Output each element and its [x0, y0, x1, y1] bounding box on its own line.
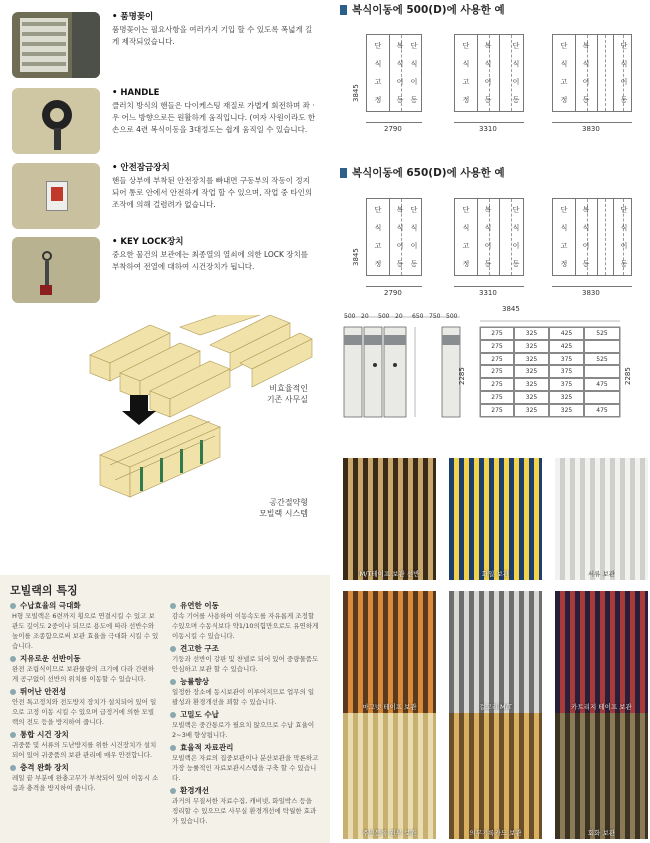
key-lock-photo [12, 237, 100, 303]
rack-label: 식 [462, 224, 470, 232]
rack-label: 복 [582, 206, 590, 214]
rack-label: 동 [396, 96, 404, 104]
photo-caption: 걸고리 M/T [479, 703, 512, 711]
bullet-icon [170, 646, 176, 652]
feature-key-lock [12, 237, 322, 303]
shelf-cell: 375 [549, 365, 584, 378]
rack-label: 복 [484, 206, 492, 214]
shelf-total-dim: 3845 [502, 305, 520, 313]
top-dim: 500 [344, 313, 356, 320]
rack-label: 정 [462, 260, 470, 268]
width-dim-line [552, 286, 632, 287]
rack-label: 식 [410, 224, 418, 232]
bullet-icon [10, 656, 16, 662]
width-dim-line [366, 122, 422, 123]
shelf-cell: 275 [480, 404, 514, 417]
rack-label: 정 [374, 96, 382, 104]
bullet-icon [170, 712, 176, 718]
feature-title: • KEY LOCK장치 [112, 237, 184, 247]
rack-label: 고 [560, 242, 568, 250]
rack-label: 단 [620, 206, 628, 214]
top-dims [344, 313, 464, 323]
rack-label: 동 [410, 96, 418, 104]
top-dim: 20 [395, 313, 403, 320]
rack-label: 식 [620, 224, 628, 232]
width-dim-line [366, 286, 422, 287]
after-label-1: 공간절약형 [269, 498, 308, 507]
feature-nameplate [12, 12, 322, 78]
shelf-cell [584, 391, 620, 404]
rack-elevation [454, 34, 524, 112]
rack-label: 식 [512, 224, 520, 232]
feature-item-desc: 과거의 무질서한 자료수집, 캐비넷, 화일박스 등을 정리할 수 있으므로 사무실 환경개선에 탁월한 효과가 있습니다. [172, 797, 317, 825]
top-dim: 650 [412, 313, 424, 320]
feature-item-title: 효율적 자료관리 [170, 742, 320, 753]
rack-label: 동 [620, 96, 628, 104]
rack-label: 단 [512, 206, 520, 214]
rack-stacks-svg [80, 315, 320, 570]
rack-label: 고 [462, 242, 470, 250]
rack-elevation [454, 198, 524, 276]
diagram-650 [340, 180, 635, 300]
rack-label: 동 [512, 260, 520, 268]
rack-divider [477, 35, 478, 111]
rack-label: 이 [582, 78, 590, 86]
rack-elevation [366, 198, 422, 276]
rack-divider [597, 199, 598, 275]
shelf-cell: 525 [584, 327, 620, 340]
shelf-cell: 325 [514, 327, 549, 340]
shelf-cell: 525 [584, 353, 620, 366]
space-saving-illustration [80, 315, 320, 570]
photo-caption: 카트리지 테이프 보관 [571, 703, 632, 711]
feature-item-title: 뛰어난 안전성 [10, 686, 160, 697]
width-dim: 3830 [582, 289, 600, 297]
rack-label: 고 [462, 78, 470, 86]
shelf-cell: 475 [584, 404, 620, 417]
features-title: 모빌랙의 특징 [10, 584, 78, 597]
rack-label: 단 [374, 206, 382, 214]
heading-marker-icon [340, 168, 347, 178]
shelf-cell: 375 [549, 378, 584, 391]
rack-label: 동 [512, 96, 520, 104]
storage-photo [449, 458, 542, 580]
shelf-cell: 325 [514, 404, 549, 417]
mobile-rack-features [0, 575, 330, 843]
rack-label: 동 [582, 260, 590, 268]
rack-label: 이 [396, 242, 404, 250]
storage-photo [555, 713, 648, 839]
rack-label: 이 [484, 242, 492, 250]
rack-label: 동 [410, 260, 418, 268]
shelf-cell: 325 [549, 391, 584, 404]
rack-divider [389, 199, 390, 275]
rack-divider [575, 199, 576, 275]
rack-label: 단 [620, 42, 628, 50]
feature-item-title: 지유로운 선반이동 [10, 653, 160, 664]
rack-elevation [366, 34, 422, 112]
feature-item-desc: 기둥과 선반이 강판 및 찬넬로 되어 있어 중량물품도 안심하고 보관 할 수 있습니다. [172, 655, 319, 673]
handle-photo [12, 88, 100, 154]
rack-divider [477, 199, 478, 275]
nameplate-photo [12, 12, 100, 78]
feature-desc: 품명꽂이는 필요사항을 여러가지 기입 할 수 있도록 폭넓게 길게 제작되었습니다. [112, 25, 313, 46]
width-dim-line [454, 286, 524, 287]
width-dim-line [552, 122, 632, 123]
bullet-icon [10, 603, 16, 609]
shelf-cell: 325 [549, 404, 584, 417]
photo-caption: 서류 보관 [587, 570, 616, 578]
feature-item-title: 통합 시건 장치 [10, 729, 160, 740]
rack-label: 정 [560, 260, 568, 268]
rack-label: 단 [560, 42, 568, 50]
rack-elevation [552, 34, 632, 112]
rack-label: 복 [582, 42, 590, 50]
rack-elevation [552, 198, 632, 276]
bullet-icon [10, 732, 16, 738]
section-500-heading: 복식이동에 500(D)에 사용한 예 [340, 2, 505, 17]
storage-photo [555, 458, 648, 580]
shelf-cell: 425 [549, 340, 584, 353]
rack-label: 단 [410, 42, 418, 50]
rack-label: 식 [462, 60, 470, 68]
rack-label: 식 [560, 60, 568, 68]
feature-item-desc: 모빌랙은 자료의 집중보관이나 분산보관을 막론하고 가장 능률적인 자료보관시스템을 구축 할 수 있습니다. [172, 754, 319, 782]
rack-label: 동 [484, 260, 492, 268]
rack-label: 복 [484, 42, 492, 50]
rack-label: 고 [374, 242, 382, 250]
rack-label: 단 [512, 42, 520, 50]
rack-label: 단 [560, 206, 568, 214]
rack-label: 식 [374, 224, 382, 232]
section-650-heading: 복식이동에 650(D)에 사용한 예 [340, 165, 505, 180]
safety-lock-photo [12, 163, 100, 229]
bullet-icon [170, 745, 176, 751]
storage-photo [449, 591, 542, 713]
feature-item-desc: H형 모빌랙은 6련까지 횡으로 연결시킬 수 있고 보관도 깊이도 2중이나 되므로 용도에 따라 선반수와 높이를 조종함으로써 보관 효율을 극대화 시킬 수 있습니다. [12, 612, 159, 650]
feature-desc: 클러치 방식의 핸들은 다이케스팅 재질로 가볍게 회전하며 좌 · 우 어느 방향으로든 원활하게 움직입니다. (여자 사원이라도 한손으로 4련 복식이동을 3대정도는 쉽게 움직일 수 있습니다. [112, 101, 316, 134]
feature-title: • HANDLE [112, 88, 160, 98]
diagram-500 [340, 16, 635, 136]
rack-divider [389, 35, 390, 111]
rack-label: 식 [396, 60, 404, 68]
feature-item-desc: 안전 톡고정치와 전도방지 장치가 설치되어 있어 일으로 고정 이동 시킬 수 있으며 급정거에 의한 모빌랙의 전도 등을 방지하여 줍니다. [12, 698, 157, 726]
feature-item-desc: 일정한 장소에 동시보관이 이루어지므로 업무의 일괄성과 환경개선을 꾀할 수 있습니다. [172, 688, 315, 706]
rack-dashed-line [605, 199, 606, 275]
shelf-cell: 275 [480, 365, 514, 378]
rack-label: 정 [560, 96, 568, 104]
rack-label: 이 [410, 78, 418, 86]
technical-drawing [340, 305, 640, 420]
feature-handle [12, 88, 322, 154]
shelf-cell: 325 [514, 365, 549, 378]
top-dim: 20 [361, 313, 369, 320]
rack-label: 단 [410, 206, 418, 214]
feature-item-title: 견고한 구조 [170, 643, 320, 654]
rack-label: 단 [374, 42, 382, 50]
bullet-icon [170, 679, 176, 685]
rack-dashed-line [605, 35, 606, 111]
features-right-col [170, 600, 320, 828]
rack-label: 고 [374, 78, 382, 86]
rack-label: 식 [396, 224, 404, 232]
top-dim: 500 [446, 313, 458, 320]
width-dim-line [454, 122, 524, 123]
storage-photo [343, 713, 436, 839]
rack-label: 복 [396, 206, 404, 214]
rack-label: 이 [396, 78, 404, 86]
bullet-icon [170, 788, 176, 794]
shelf-cell: 275 [480, 391, 514, 404]
feature-item-desc: 감속 기어를 사용하여 이동속도를 자유롭게 조정할 수있으며 수동식보다 약1/10의힘만으로도 유연하게 이동시킬 수 있습니다. [172, 612, 319, 640]
rack-label: 식 [512, 60, 520, 68]
width-dim: 3310 [479, 125, 497, 133]
rack-label: 이 [620, 78, 628, 86]
storage-photo [343, 591, 436, 713]
photo-caption: 화일 보관 [481, 570, 510, 578]
rack-label: 동 [396, 260, 404, 268]
shelf-cell: 275 [480, 378, 514, 391]
feature-item-title: 고밀도 수납 [170, 709, 320, 720]
rack-label: 이 [512, 78, 520, 86]
feature-title: • 안전잠금장치 [112, 163, 170, 173]
rack-label: 정 [374, 260, 382, 268]
feature-item-title: 환경개선 [170, 785, 320, 796]
rack-label: 고 [560, 78, 568, 86]
top-dim: 750 [429, 313, 441, 320]
tech-height2-dim: 2285 [624, 367, 632, 385]
photo-caption: M/T테이프 보관 선반 [359, 570, 420, 578]
rack-label: 이 [512, 242, 520, 250]
rack-divider [575, 35, 576, 111]
rack-label: 동 [620, 260, 628, 268]
feature-item-title: 유연한 이동 [170, 600, 320, 611]
feature-item-title: 수납효율의 극대화 [10, 600, 160, 611]
rack-label: 식 [484, 60, 492, 68]
shelf-cell [584, 340, 620, 353]
photo-caption: 의무기록카드 보관 [469, 829, 522, 837]
rack-label: 동 [582, 96, 590, 104]
shelf-cell: 325 [514, 378, 549, 391]
rack-label: 이 [620, 242, 628, 250]
before-label-1: 비효율적인 [269, 384, 308, 393]
shelf-cell: 275 [480, 327, 514, 340]
heading-marker-icon [340, 5, 347, 15]
photo-caption: 마그넷 테이프 보관 [362, 703, 417, 711]
rack-label: 식 [374, 60, 382, 68]
bullet-icon [170, 603, 176, 609]
rack-label: 동 [484, 96, 492, 104]
rack-label: 단 [462, 206, 470, 214]
shelf-cell: 275 [480, 340, 514, 353]
storage-photo [555, 591, 648, 713]
width-dim: 2790 [384, 125, 402, 133]
rack-label: 식 [620, 60, 628, 68]
tech-height-dim: 2285 [458, 367, 466, 385]
rack-label: 이 [582, 242, 590, 250]
shelf-cell: 425 [549, 327, 584, 340]
height-dim: 3845 [352, 248, 360, 266]
photo-caption: 주민등록 원부 보관 [362, 829, 417, 837]
shelf-cell: 475 [584, 378, 620, 391]
shelf-cell: 325 [514, 391, 549, 404]
feature-item-desc: 레일 끝 부분에 완충고무가 부착되어 있어 이동시 소음과 충격을 방지하여 줍니다. [12, 774, 159, 792]
width-dim: 2790 [384, 289, 402, 297]
width-dim: 3310 [479, 289, 497, 297]
rack-label: 식 [410, 60, 418, 68]
rack-divider [499, 35, 500, 111]
feature-desc: 중요한 물건의 보관에는 최종열의 열쇠에 의한 LOCK 장치를 부착하여 전열에 대하여 시건장치가 됩니다. [112, 250, 309, 271]
rack-label: 식 [560, 224, 568, 232]
feature-item-desc: 완전 조립식이므로 보관물량의 크기에 다라 간편하게 공구없이 선반의 위치를 이동할 수 있습니다. [12, 665, 155, 683]
rack-divider [597, 35, 598, 111]
rack-divider [613, 35, 614, 111]
top-dim: 500 [378, 313, 390, 320]
feature-desc: 핸들 상부에 부착된 안전장치를 빠내면 구동부의 작동이 정지되어 통로 안에서 안전하게 작업 할 수 있으며, 작업 중 타인의 조작에 의해 걸렴려가 없습니다. [112, 176, 313, 209]
bullet-icon [10, 765, 16, 771]
rack-label: 복 [396, 42, 404, 50]
rack-divider [499, 199, 500, 275]
rack-divider [613, 199, 614, 275]
rack-label: 식 [582, 224, 590, 232]
feature-safety-lock [12, 163, 322, 229]
feature-item-desc: 귀중품 및 서류의 도난방지를 위한 시건장치가 설치되어 있어 귀중품의 보관 관리에 매우 안전합니다. [12, 741, 157, 759]
storage-photo [343, 458, 436, 580]
feature-item-desc: 모빌랙은 중간통로가 필요치 않으므로 수납 효율이 2~3배 향상됩니다. [172, 721, 315, 739]
shelf-cell: 375 [549, 353, 584, 366]
features-left-col [10, 600, 160, 795]
shelf-cell: 275 [480, 353, 514, 366]
rack-label: 식 [582, 60, 590, 68]
bullet-icon [10, 689, 16, 695]
feature-item-title: 능률향상 [170, 676, 320, 687]
width-dim: 3830 [582, 125, 600, 133]
shelf-grid [480, 327, 620, 417]
rack-label: 이 [484, 78, 492, 86]
after-label-2: 모빌랙 시스템 [259, 509, 308, 518]
shelf-cell [584, 365, 620, 378]
feature-item-title: 충격 완화 장치 [10, 762, 160, 773]
storage-photo [449, 713, 542, 839]
shelf-cell: 325 [514, 340, 549, 353]
feature-title: • 품명꽂이 [112, 12, 154, 22]
rack-label: 식 [484, 224, 492, 232]
rack-label: 단 [462, 42, 470, 50]
rack-label: 이 [410, 242, 418, 250]
shelf-cell: 325 [514, 353, 549, 366]
height-dim: 3845 [352, 84, 360, 102]
rack-label: 정 [462, 96, 470, 104]
before-label-2: 기존 사무실 [266, 395, 308, 404]
photo-caption: 회화 보관 [587, 829, 616, 837]
